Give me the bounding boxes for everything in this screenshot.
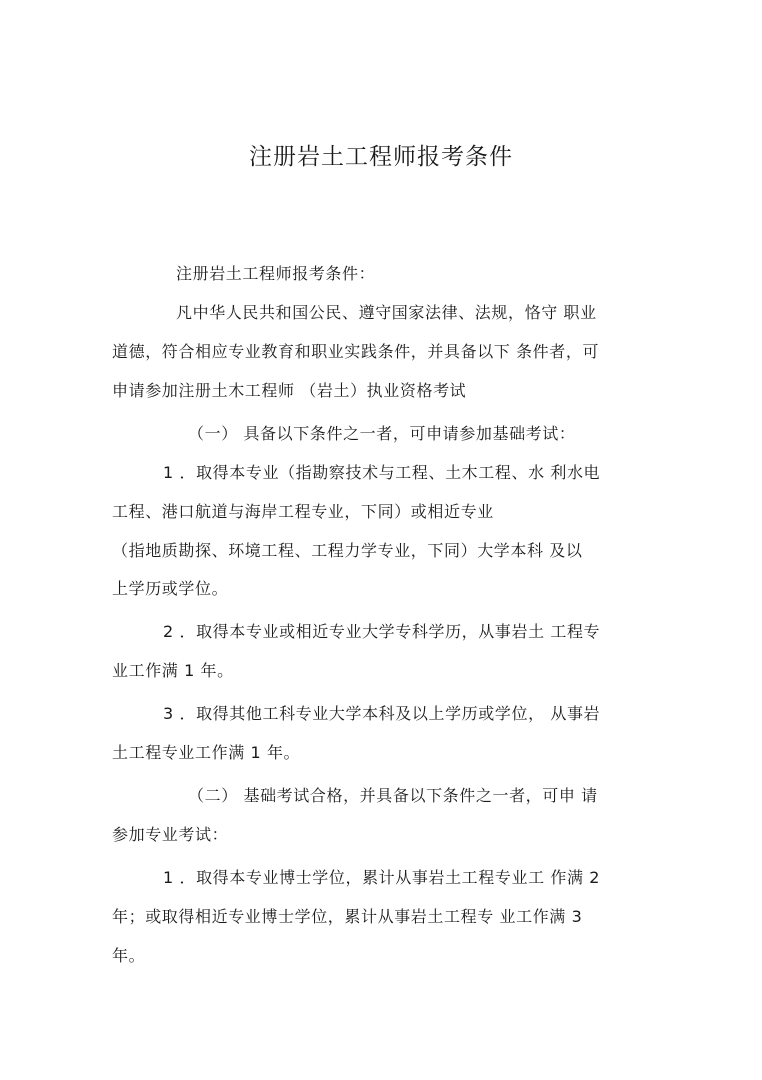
section-two-item-1-line: 年。 [112,946,146,965]
section-two-heading: 参加专业考试： [112,825,229,844]
item-2-line: 业工作满 1 年。 [112,661,234,680]
document-title: 注册岩土工程师报考条件 [249,144,513,170]
item-2-line: 2 ．取得本专业或相近专业大学专科学历，从事岩土 工程专 [163,622,601,641]
intro-heading: 注册岩土工程师报考条件： [176,264,376,283]
item-3-line: 3 ．取得其他工科专业大学本科及以上学历或学位， 从事岩 [163,704,601,723]
section-two-heading: （二） 基础考试合格，并具备以下条件之一者，可申 请 [188,786,598,805]
section-two-item-1-line: 1 ．取得本专业博士学位，累计从事岩土工程专业工 作满 2 [163,868,601,887]
section-one-heading: （一） 具备以下条件之一者，可申请参加基础考试： [188,424,576,443]
item-1-line: （指地质勘探、环境工程、工程力学专业，下同）大学本科 及以 [112,541,583,560]
section-two-item-1-line: 年；或取得相近专业博士学位，累计从事岩土工程专 业工作满 3 [112,907,583,926]
intro-paragraph-line: 凡中华人民共和国公民、遵守国家法律、法规，恪守 职业 [176,303,597,322]
intro-paragraph-line: 道德，符合相应专业教育和职业实践条件，并具备以下 条件者，可 [112,342,600,361]
intro-paragraph-line: 申请参加注册土木工程师 （岩土）执业资格考试 [112,381,467,400]
item-3-line: 土工程专业工作满 1 年。 [112,743,301,762]
item-1-line: 工程、港口航道与海岸工程专业，下同）或相近专业 [112,502,494,521]
item-1-line: 上学历或学位。 [112,579,229,598]
item-1-line: 1 ．取得本专业（指勘察技术与工程、土木工程、水 利水电 [163,463,601,482]
